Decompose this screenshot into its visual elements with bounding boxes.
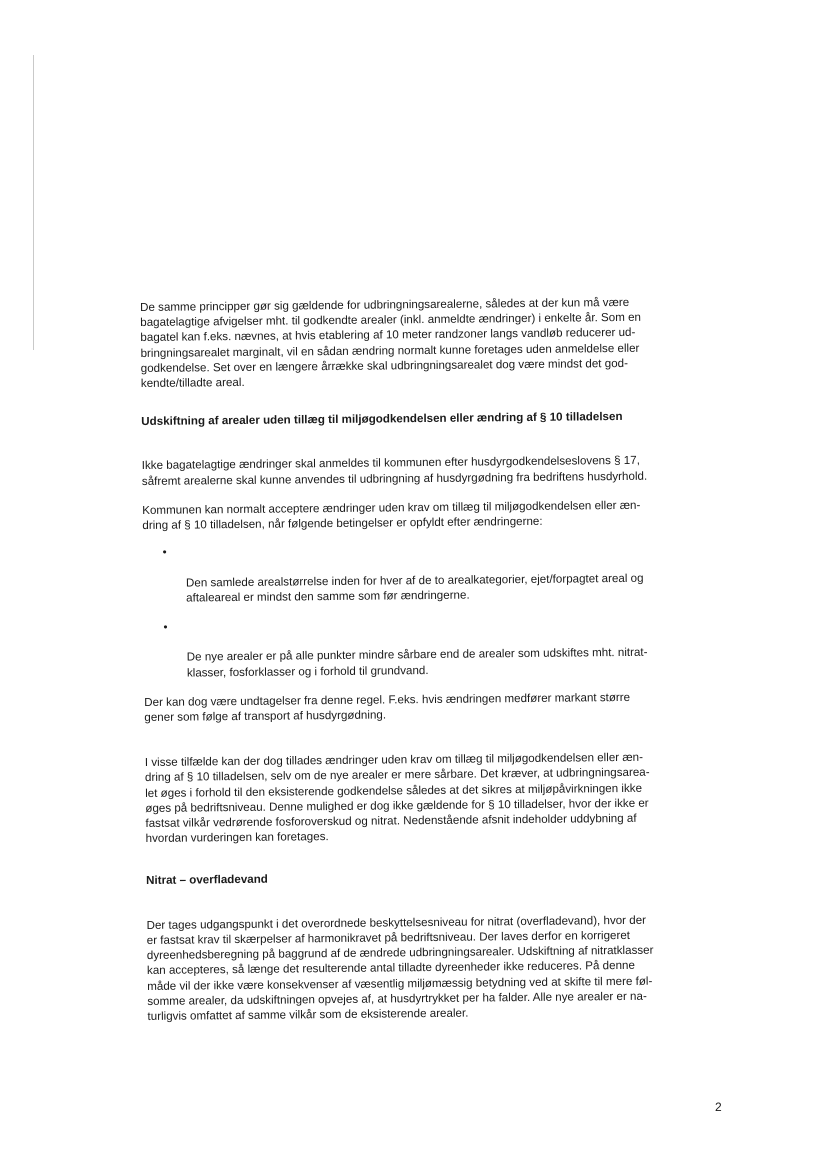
paragraph-anmeldelse: Ikke bagatelagtige ændringer skal anmeldes til kommunen efter husdyrgodkendelseslovens § 17, såfremt arealerne skal kunne anvendes til udbringning af husdyrgødning fra bedriftens husdyrhold. xyxy=(141,454,648,488)
bullet-icon: • xyxy=(162,545,167,560)
list-item xyxy=(143,614,724,681)
page-number: 2 xyxy=(715,1100,722,1114)
document-body xyxy=(140,294,728,1024)
scan-margin-line xyxy=(33,55,34,350)
conditions-list xyxy=(143,539,724,681)
list-item xyxy=(143,539,724,606)
list-item-text: Den samlede arealstørrelse inden for hver af de to arealkategorier, ejet/forpagtet areal og aftaleareal er mindst den samme som før ændringerne. xyxy=(185,571,644,605)
paragraph-tilfaelde: I visse tilfælde kan der dog tillades ændringer uden krav om tillæg til miljøgodkendelsen eller æn- dring af § 10 tilladelsen, selv om de nye arealer er mere sårbare. Det kræver, at udbringningsarea- let øges i forhold til den eksisterende godkendelse således at det sikres at miljøpåvirkningen ikke øges på bedriftsniveau. Denne mulighed er dog ikke gældende for § 10 tilladelser, hvor der ikke er fastsat vilkår vedrørende fosforoverskud og nitrat. Nedenstående afsnit indeholder uddybning af hvordan vurderingen kan foretages. xyxy=(144,751,650,846)
paragraph-betingelser-intro: Kommunen kan normalt acceptere ændringer uden krav om tillæg til miljøgodkendelsen eller æn- dring af § 10 tilladelsen, når følgende betingelser er opfyldt efter ændringerne: xyxy=(142,498,641,533)
list-item-text: De nye arealer er på alle punkter mindre sårbare end de arealer som udskiftes mht. nitrat- klasser, fosforklasser og i forhold til grundvand. xyxy=(186,646,648,680)
section-heading-nitrat: Nitrat – overfladevand xyxy=(146,873,268,888)
paragraph-nitrat: Der tages udgangspunkt i det overordnede beskyttelsesniveau for nitrat (overfladevand), hvor der er fastsat krav til skærpelser af harmonikravet på bedriftsniveau. Der laves derfor en korrigeret dyreenhedsberegning på baggrund af de ændrede udbringningsarealer. Udskiftning af nitratklasser kan accepteres, så længe det resulterende antal tilladte dyreenheder ikke reduceres. På denne måde vil der ikke være konsekvenser af væsentlig miljømæssig betydning ved at skifte til mere føl- somme arealer, da udskiftningen opvejes af, at husdyrtrykket per ha falder. Alle nye arealer er na- turligvis omfattet af samme vilkår som de eksisterende arealer. xyxy=(146,913,654,1023)
section-heading-udskiftning: Udskiftning af arealer uden tillæg til miljøgodkendelsen eller ændring af § 10 tilladelsen xyxy=(141,410,623,429)
paragraph-udbringningsarealer: De samme principper gør sig gældende for udbringningsarealerne, således at der kun må være bagatelagtige afvigelser mht. til godkendte arealer (inkl. anmeldte ændringer) i enkelte år. Som en bagatel kan f.eks. nævnes, at hvis etablering af 10 meter randzoner langs vandløb reducerer ud- bringningsarealet marginalt, vil en sådan ændring normalt kunne foretages uden anmeldelse eller godkendelse. Set over en længere årrække skal udbringningsarealet dog være mindst det god- kendte/tilladte areal. xyxy=(140,295,642,391)
bullet-icon: • xyxy=(163,620,168,634)
paragraph-undtagelser: Der kan dog være undtagelser fra denne regel. F.eks. hvis ændringen medfører markant større gener som følge af transport af husdyrgødning. xyxy=(144,690,631,725)
